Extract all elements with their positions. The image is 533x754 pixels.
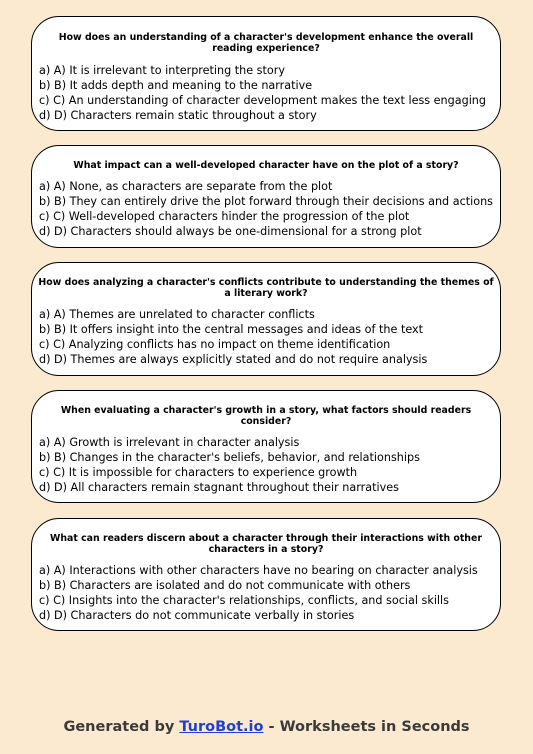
option-c: c) C) Insights into the character's relationships, conflicts, and social skills [39,594,449,607]
option-b: b) B) They can entirely drive the plot forward through their decisions and actions [39,195,493,208]
question-text: What can readers discern about a character through their interactions with other characters in a story? [50,533,482,555]
question-card-2 [31,145,501,248]
question-text: When evaluating a character's growth in a story, what factors should readers consider? [60,405,472,427]
option-a: a) A) Themes are unrelated to character conflicts [39,308,315,321]
footer [0,719,533,735]
question-card-3 [31,262,501,376]
option-b: b) B) It offers insight into the central messages and ideas of the text [39,323,424,336]
option-a: a) A) None, as characters are separate from the plot [39,180,333,193]
option-d: d) D) All characters remain stagnant throughout their narratives [39,481,399,494]
option-b: b) B) It adds depth and meaning to the narrative [39,79,313,92]
question-card-1 [31,16,501,131]
option-d: d) D) Characters remain static throughout a story [39,109,317,122]
footer-suffix: - Worksheets in Seconds [263,719,470,735]
footer-prefix: Generated by [63,719,180,735]
option-d: d) D) Themes are always explicitly stated and do not require analysis [39,353,428,366]
option-d: d) D) Characters should always be one-dimensional for a strong plot [39,225,422,238]
option-c: c) C) It is impossible for characters to experience growth [39,466,358,479]
question-card-4 [31,390,501,503]
option-c: c) C) Well-developed characters hinder the progression of the plot [39,210,410,223]
option-a: a) A) It is irrelevant to interpreting the story [39,64,285,77]
option-c: c) C) Analyzing conflicts has no impact on theme identification [39,338,391,351]
option-b: b) B) Changes in the character's beliefs, behavior, and relationships [39,451,420,464]
question-text: What impact can a well-developed character have on the plot of a story? [73,160,459,171]
question-text: How does an understanding of a character's development enhance the overall reading experience? [58,32,474,54]
option-c: c) C) An understanding of character development makes the text less engaging [39,94,487,107]
option-a: a) A) Growth is irrelevant in character analysis [39,436,300,449]
question-card-5 [31,518,501,631]
option-d: d) D) Characters do not communicate verbally in stories [39,609,355,622]
option-b: b) B) Characters are isolated and do not communicate with others [39,579,411,592]
turobot-link[interactable]: TuroBot.io [179,719,264,735]
question-text: How does analyzing a character's conflicts contribute to understanding the themes of a literary work? [38,277,494,299]
option-a: a) A) Interactions with other characters have no bearing on character analysis [39,564,478,577]
